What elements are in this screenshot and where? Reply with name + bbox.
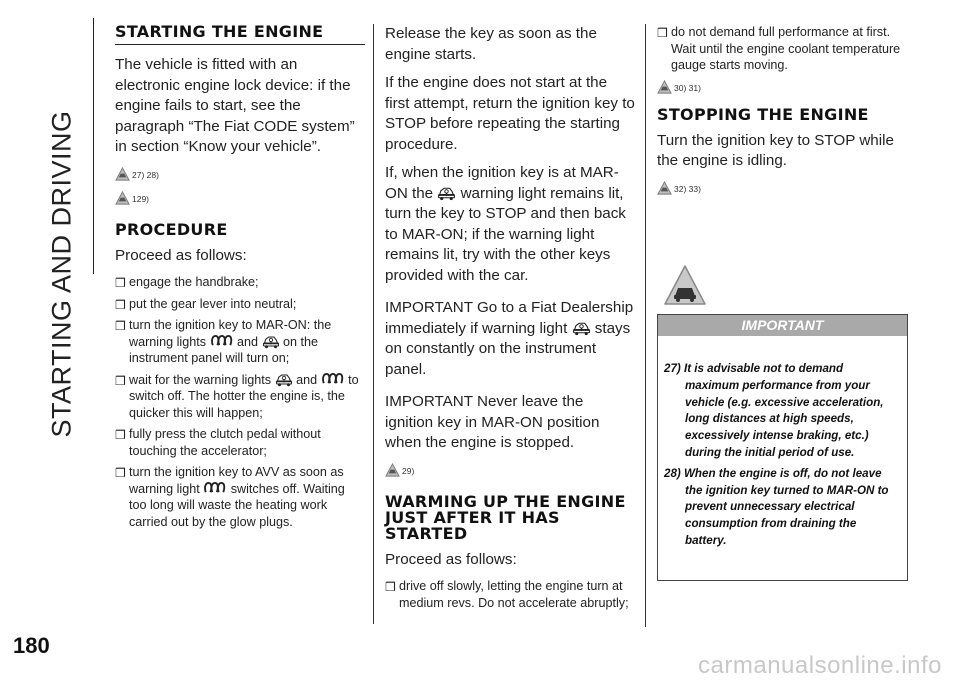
paragraph: If the engine does not start at the first attempt, return the ignition key to STOP before repeating the starting procedure. bbox=[385, 74, 635, 153]
heading-starting-engine: STARTING THE ENGINE bbox=[115, 24, 365, 45]
important-box bbox=[657, 314, 908, 581]
footer-watermark: carmanualsonline.info bbox=[698, 652, 942, 679]
warning-triangle-icon bbox=[115, 191, 130, 206]
list-item: ❒ turn the ignition key to MAR-ON: the warning lights and on the instrument panel will turn on; bbox=[115, 318, 332, 365]
list-item: ❒ turn the ignition key to AVV as soon as warning light switches off. Waiting too long will waste the heating work carried out by the glow plugs. bbox=[115, 465, 345, 529]
list-item: ❒ wait for the warning lights and to switch off. The hotter the engine is, the quicker this will happen; bbox=[115, 372, 359, 420]
heading-stopping-engine: STOPPING THE ENGINE bbox=[657, 104, 869, 124]
heading-procedure: PROCEDURE bbox=[115, 219, 228, 239]
heading-warming-up: WARMING UP THE ENGINE JUST AFTER IT HAS STARTED bbox=[385, 491, 626, 543]
paragraph: IMPORTANT Never leave the ignition key in MAR-ON position when the engine is stopped. bbox=[385, 393, 600, 451]
page-number: 180 bbox=[13, 633, 50, 658]
important-notes bbox=[664, 361, 898, 554]
reference-text: 129) bbox=[132, 193, 150, 204]
reference-129 bbox=[115, 190, 365, 208]
reference-27-28 bbox=[115, 166, 365, 184]
immobilizer-icon bbox=[275, 372, 293, 387]
warning-triangle-icon bbox=[657, 80, 672, 95]
reference-30-31 bbox=[657, 79, 909, 97]
immobilizer-icon bbox=[262, 334, 280, 349]
side-section-title: STARTING AND DRIVING bbox=[46, 110, 77, 438]
paragraph: Release the key as soon as the engine starts. bbox=[385, 25, 597, 63]
stopping-paragraph: Turn the ignition key to STOP while the engine is idling. bbox=[657, 131, 894, 169]
list-item: ❒ engage the handbrake; bbox=[115, 275, 259, 290]
paragraph: If, when the ignition key is at MAR-ON the warning light remains lit, turn the key to STOP and then back to MAR-ON; if the warning light remains lit, try with the other keys provided with the car. bbox=[385, 164, 626, 284]
warning-triangle-icon bbox=[385, 463, 400, 478]
warning-triangle-icon bbox=[657, 181, 672, 196]
paragraph: IMPORTANT Go to a Fiat Dealership immediately if warning light stays on constantly on the instrument panel. bbox=[385, 299, 634, 378]
glow-plug-icon bbox=[321, 372, 345, 387]
immobilizer-icon bbox=[437, 185, 456, 201]
glow-plug-icon bbox=[210, 334, 234, 349]
reference-text: 29) bbox=[402, 465, 415, 476]
note-27: 27) It is advisable not to demand maximum performance from your vehicle (e.g. excessive acceleration, long distances at high speeds, excessively intense braking, etc.) during the initial period of use. bbox=[664, 362, 884, 459]
procedure-lead: Proceed as follows: bbox=[115, 246, 247, 264]
warning-triangle-icon bbox=[115, 167, 130, 182]
caution-car-icon bbox=[663, 264, 707, 308]
important-title: IMPORTANT bbox=[658, 315, 907, 336]
column-3 bbox=[657, 24, 909, 204]
reference-text: 30) 31) bbox=[674, 82, 701, 93]
note-28: 28) When the engine is off, do not leave the ignition key turned to MAR-ON to prevent unnecessary electrical consumption from draining the battery. bbox=[664, 466, 889, 547]
glow-plug-icon bbox=[203, 481, 227, 496]
list-item: ❒ do not demand full performance at first. Wait until the engine coolant temperature gauge starts moving. bbox=[657, 25, 901, 72]
intro-paragraph: The vehicle is fitted with an electronic engine lock device: if the engine fails to start, see the paragraph “The Fiat CODE system” in section “Know your vehicle”. bbox=[115, 56, 355, 155]
column-2 bbox=[385, 24, 635, 616]
reference-29 bbox=[385, 462, 635, 480]
list-item: ❒ put the gear lever into neutral; bbox=[115, 296, 297, 312]
reference-32-33 bbox=[657, 180, 909, 198]
reference-text: 32) 33) bbox=[674, 183, 701, 194]
column-1 bbox=[115, 24, 365, 535]
reference-text: 27) 28) bbox=[132, 169, 159, 180]
list-item: ❒ drive off slowly, letting the engine turn at medium revs. Do not accelerate abruptly; bbox=[385, 579, 629, 610]
column-divider-1 bbox=[373, 24, 374, 624]
immobilizer-icon bbox=[572, 320, 591, 336]
list-item: ❒ fully press the clutch pedal without touching the accelerator; bbox=[115, 427, 321, 458]
side-divider bbox=[93, 18, 94, 274]
column-divider-2 bbox=[645, 24, 646, 627]
warming-lead: Proceed as follows: bbox=[385, 550, 517, 568]
